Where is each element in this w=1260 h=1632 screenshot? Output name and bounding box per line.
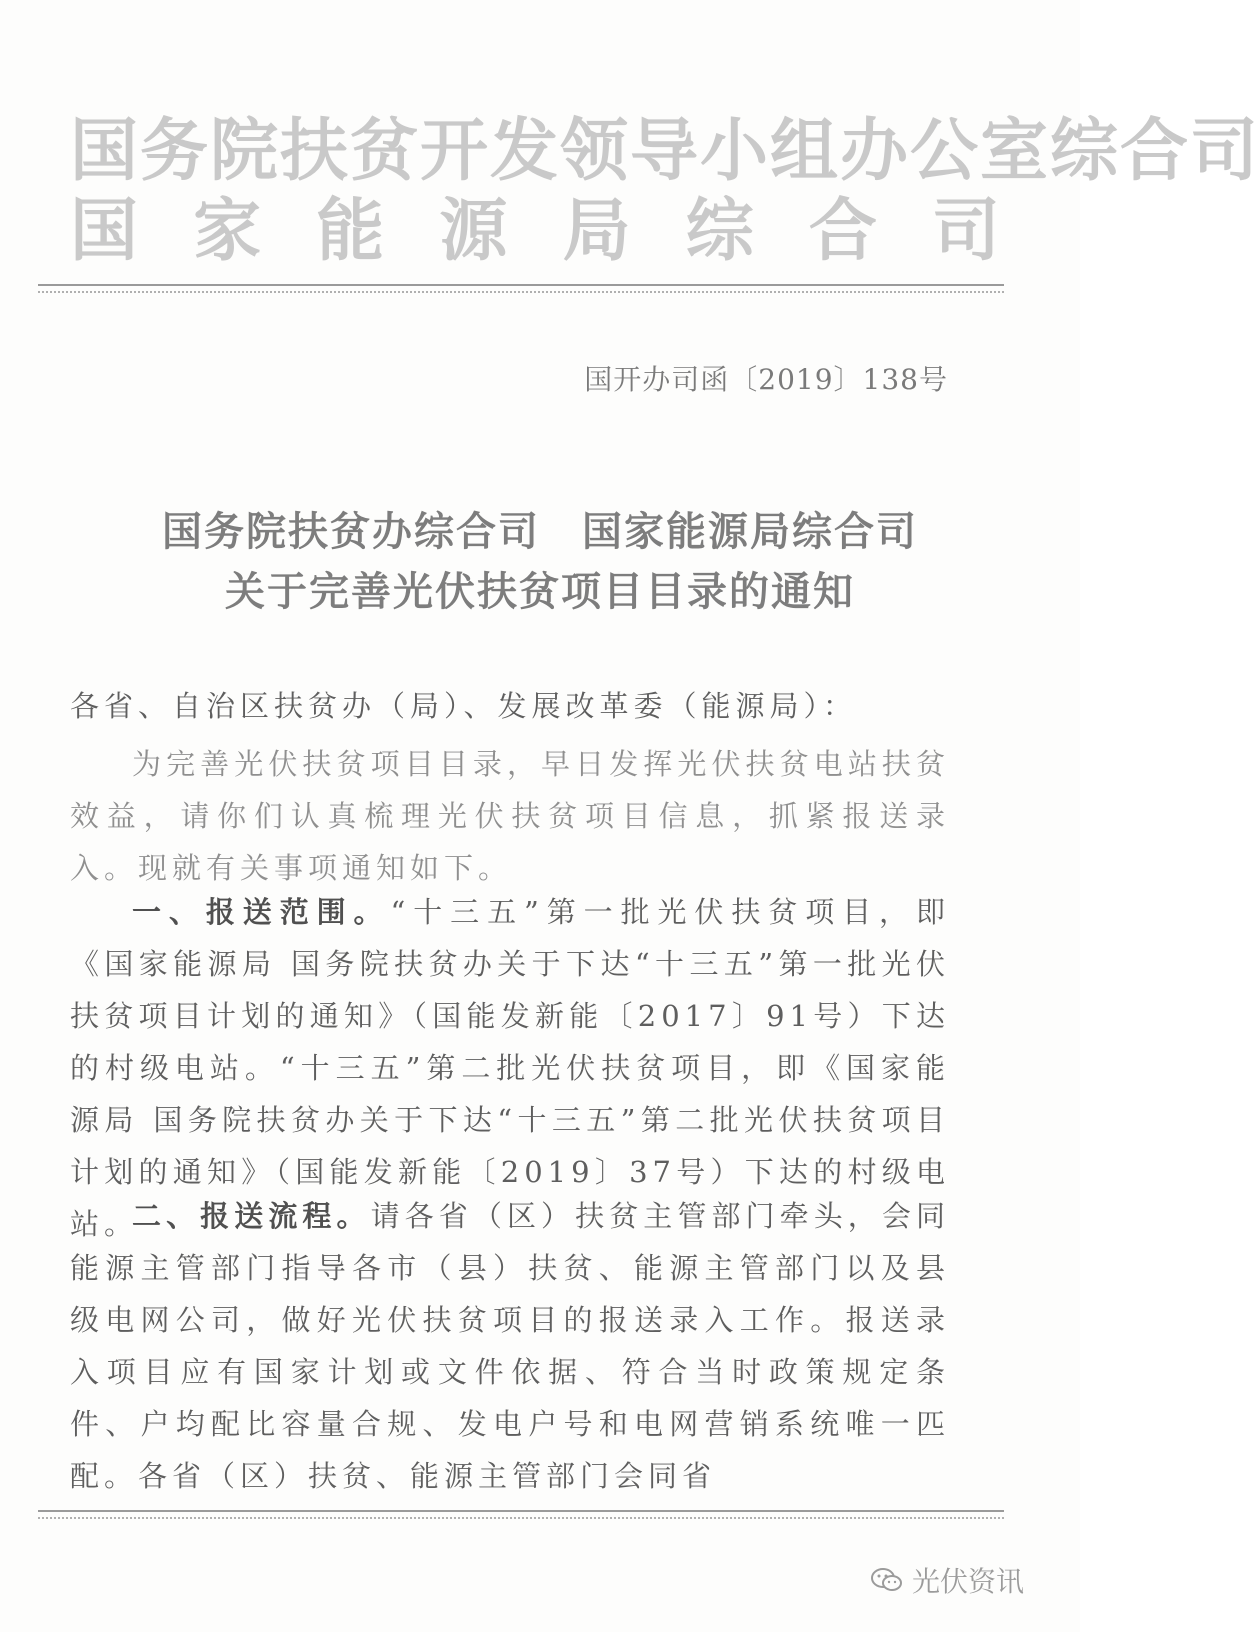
- issuer-name-2: 国家能源局综合司: [70, 192, 1002, 271]
- wechat-icon: [870, 1566, 904, 1594]
- watermark-text: 光伏资讯: [911, 1565, 1024, 1598]
- intro-paragraph: 为完善光伏扶贫项目目录，早日发挥光伏扶贫电站扶贫效益，请你们认真梳理光伏扶贫项目信息，抓紧报送录入。现就有关事项通知如下。: [70, 747, 950, 885]
- title-line-1: 国务院扶贫办综合司 国家能源局综合司: [162, 509, 918, 555]
- title-line-2: 关于完善光伏扶贫项目目录的通知: [225, 569, 855, 615]
- salutation: 各省、自治区扶贫办（局）、发展改革委（能源局）：: [70, 689, 858, 723]
- section-2-paragraph: [70, 1190, 950, 1502]
- section-1-heading: 一、报送范围。: [132, 895, 391, 929]
- watermark: [870, 1560, 1024, 1600]
- section-2-body: 请各省（区）扶贫主管部门牵头，会同能源主管部门指导各市（县）扶贫、能源主管部门以及县级电网公司，做好光伏扶贫项目的报送录入工作。报送录入项目应有国家计划或文件依据、符合当时政策规定条件、户均配比容量合规、发电户号和电网营销系统唯一匹配。各省（区）扶贫、能源主管部门会同省: [70, 1199, 950, 1493]
- document-number: 国开办司函〔2019〕138号: [584, 363, 948, 396]
- footer-divider: [38, 1510, 1004, 1519]
- section-1-body: “十三五”第一批光伏扶贫项目，即《国家能源局 国务院扶贫办关于下达“十三五”第一批光伏扶贫项目计划的通知》（国能发新能〔2017〕91号）下达的村级电站。“十三五”第二批光伏扶贫项目，即《国家能源局 国务院扶贫办关于下达“十三五”第二批光伏扶贫项目计划的通知》（国能发新能〔2019〕37号）下达的村级电站。: [70, 895, 950, 1241]
- section-2-heading: 二、报送流程。: [132, 1199, 371, 1233]
- issuer-name-1: 国务院扶贫开发领导小组办公室综合司: [70, 112, 1260, 191]
- header-divider: [38, 284, 1004, 293]
